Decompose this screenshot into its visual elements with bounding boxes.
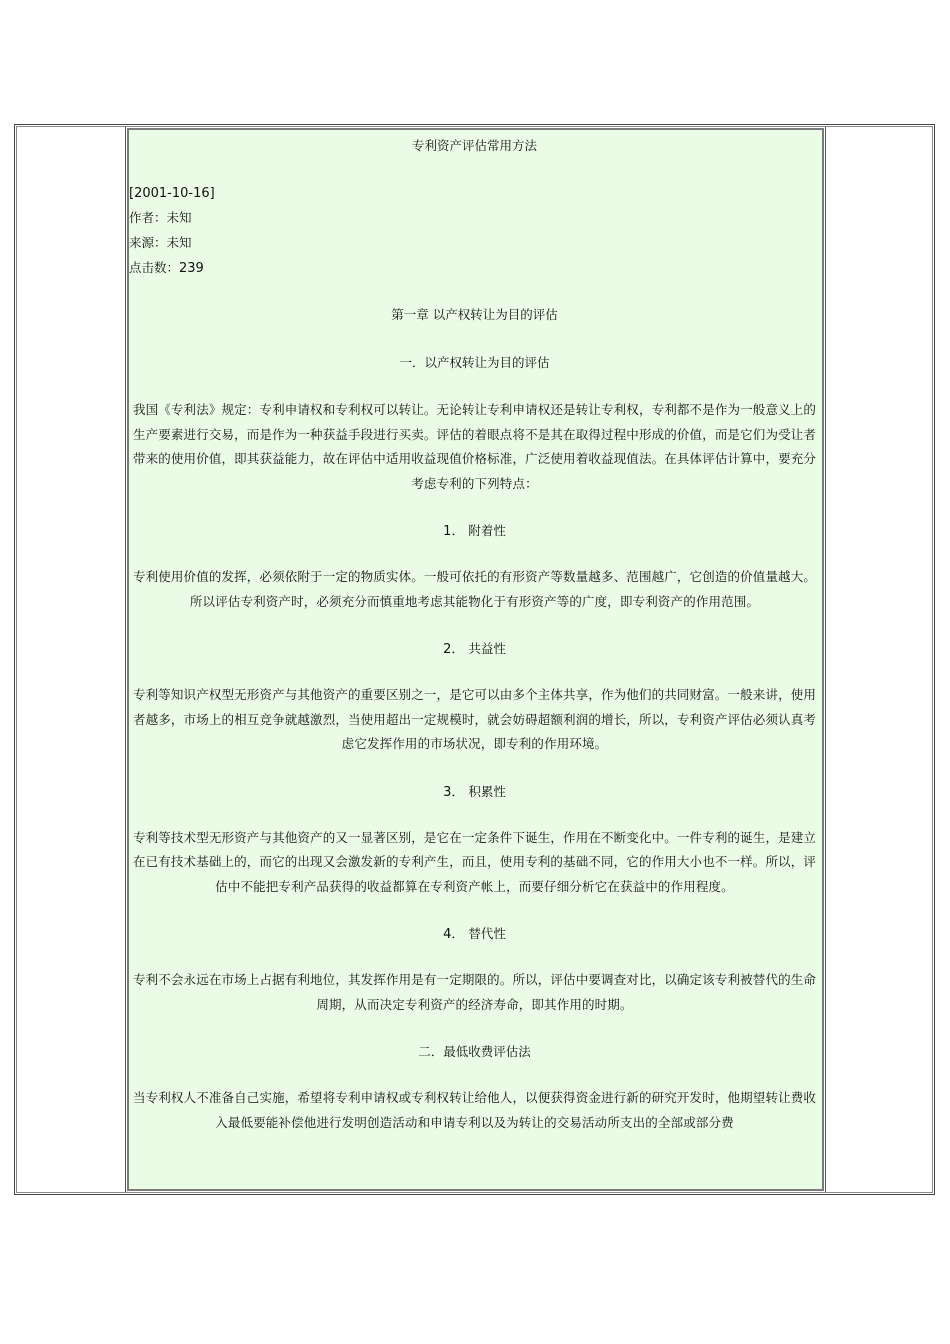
article-body (129, 130, 822, 1135)
chapter-heading: 第一章 以产权转让为目的评估 (391, 307, 558, 322)
item4-paragraph: 专利不会永远在市场上占据有利地位，其发挥作用是有一定期限的。所以，评估中要调查对比，以确定该专利被替代的生命周期，从而决定专利资产的经济寿命，即其作用的时期。 (132, 972, 817, 1012)
item1-heading: 1． 附着性 (443, 523, 506, 539)
left-margin-cell (17, 127, 126, 1192)
section2-heading: 二．最低收费评估法 (418, 1044, 531, 1059)
item2-heading: 2． 共益性 (443, 641, 506, 657)
article-meta (129, 180, 820, 280)
article-title: 专利资产评估常用方法 (411, 138, 537, 153)
right-margin-cell (825, 127, 932, 1192)
layout-table (14, 124, 935, 1195)
article-content-cell (127, 128, 824, 1191)
item1-paragraph: 专利使用价值的发挥，必须依附于一定的物质实体。一般可依托的有形资产等数量越多、范围越广，它创造的价值量越大。所以评估专利资产时，必须充分而慎重地考虑其能物化于有形资产等的广度，即专利资产的作用范围。 (132, 569, 817, 609)
section1-heading: 一．以产权转让为目的评估 (399, 355, 550, 370)
item2-paragraph: 专利等知识产权型无形资产与其他资产的重要区别之一，是它可以由多个主体共享，作为他们的共同财富。一般来讲，使用者越多，市场上的相互竞争就越激烈，当使用超出一定规模时，就会妨碍超额利润的增长，所以，专利资产评估必须认真考虑它发挥作用的市场状况，即专利的作用环境。 (132, 687, 817, 751)
item4-heading: 4． 替代性 (443, 926, 506, 942)
section1-paragraph: 我国《专利法》规定：专利申请权和专利权可以转让。无论转让专利申请权还是转让专利权，专利都不是作为一般意义上的生产要素进行交易，而是作为一种获益手段进行买卖。评估的着眼点将不是其在取得过程中形成的价值，而是它们为受让者带来的使用价值，即其获益能力，故在评估中适用收益现值价格标准，广泛使用着收益现值法。在具体评估计算中，要充分考虑专利的下列特点： (132, 402, 817, 491)
article-source: 来源：未知 (129, 235, 192, 250)
hits-value: 239 (179, 261, 204, 276)
article-author: 作者：未知 (129, 210, 192, 225)
article-date: [2001-10-16] (129, 186, 215, 201)
article-hits (129, 255, 820, 280)
item3-paragraph: 专利等技术型无形资产与其他资产的又一显著区别，是它在一定条件下诞生，作用在不断变化中。一件专利的诞生，是建立在已有技术基础上的，而它的出现又会激发新的专利产生，而且，使用专利的基础不同，它的作用大小也不一样。所以，评估中不能把专利产品获得的收益都算在专利资产帐上，而要仔细分析它在获益中的作用程度。 (132, 829, 817, 894)
section2-paragraph: 当专利权人不准备自己实施，希望将专利申请权或专利权转让给他人，以便获得资金进行新的研究开发时，他期望转让费收入最低要能补偿他进行发明创造活动和申请专利以及为转让的交易活动所支出的全部或部分费 (132, 1090, 817, 1130)
hits-label: 点击数： (129, 260, 180, 275)
item3-heading: 3． 积累性 (443, 783, 506, 800)
